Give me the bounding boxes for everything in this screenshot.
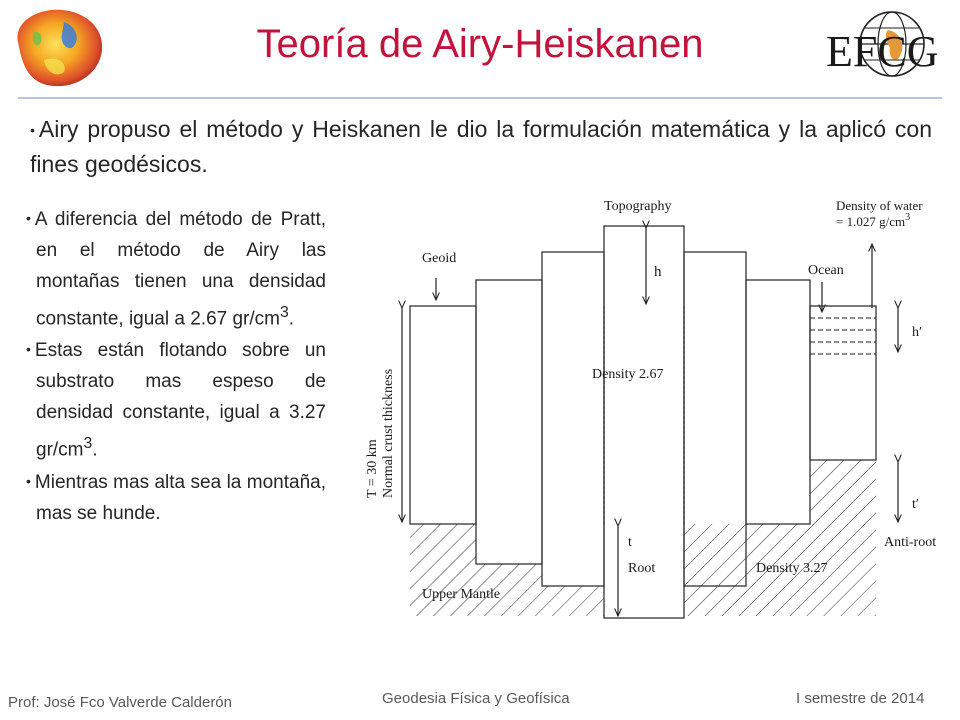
bullet-end: . <box>92 439 98 461</box>
bullet-density-crust <box>26 203 326 334</box>
superscript: 3 <box>83 435 93 453</box>
label-h-prime: h′ <box>912 325 923 340</box>
label-water-density-2 <box>836 212 910 229</box>
label-thickness-desc: Normal crust thickness <box>381 368 396 498</box>
title-divider <box>18 97 942 99</box>
label-thickness-value: T = 30 km <box>365 439 380 498</box>
bullet-dot: • <box>26 210 31 226</box>
label-geoid: Geoid <box>422 251 457 266</box>
anti-root-hatch <box>810 460 876 526</box>
airy-heiskanen-diagram <box>352 188 952 628</box>
label-anti-root: Anti-root <box>884 535 937 550</box>
footer-professor: Prof: José Fco Valverde Calderón <box>8 694 232 711</box>
bullet-dot: • <box>26 472 31 489</box>
bullet-sinking <box>26 466 326 529</box>
label-t: t <box>628 535 632 550</box>
left-bullet-list <box>26 203 326 529</box>
bullet-substrate <box>26 334 326 465</box>
thickness-labels <box>365 369 396 498</box>
label-water-density-1: Density of water <box>836 198 923 213</box>
bullet-dot: • <box>30 122 35 138</box>
logo-text: EFCG <box>826 27 939 76</box>
intro-bullet-text: Airy propuso el método y Heiskanen le dio la formulación matemática y la aplicó con fines geodésicos. <box>30 116 932 177</box>
water-density-exponent: 3 <box>905 212 911 223</box>
ocean-water-lines <box>810 318 876 354</box>
water-density-value: = 1.027 g/cm <box>836 214 906 229</box>
bullet-text: Estas están flotando sobre un substrato mas espeso de densidad constante, igual a 3.27 gr/cm <box>34 340 326 461</box>
superscript: 3 <box>279 304 289 321</box>
label-mantle-density: Density 3.27 <box>756 561 828 576</box>
bullet-text: Mientras mas alta sea la montaña, mas se hunde. <box>34 471 326 524</box>
footer-semester: I semestre de 2014 <box>796 690 925 707</box>
footer-course: Geodesia Física y Geofísica <box>382 690 570 707</box>
label-t-prime: t′ <box>912 497 919 512</box>
bullet-dot: • <box>26 341 31 358</box>
label-h: h <box>654 264 662 280</box>
label-root: Root <box>628 561 656 576</box>
label-topography: Topography <box>604 199 672 214</box>
label-upper-mantle: Upper Mantle <box>422 587 501 602</box>
label-crust-density: Density 2.67 <box>592 367 664 382</box>
label-ocean: Ocean <box>808 263 844 278</box>
bullet-text: A diferencia del método de Pratt, en el método de Airy las montañas tienen una densidad constante, igual a 2.67 gr/cm <box>34 209 326 330</box>
bullet-end: . <box>288 308 295 330</box>
slide-title: Teoría de Airy-Heiskanen <box>256 22 704 66</box>
intro-bullet <box>30 112 932 181</box>
